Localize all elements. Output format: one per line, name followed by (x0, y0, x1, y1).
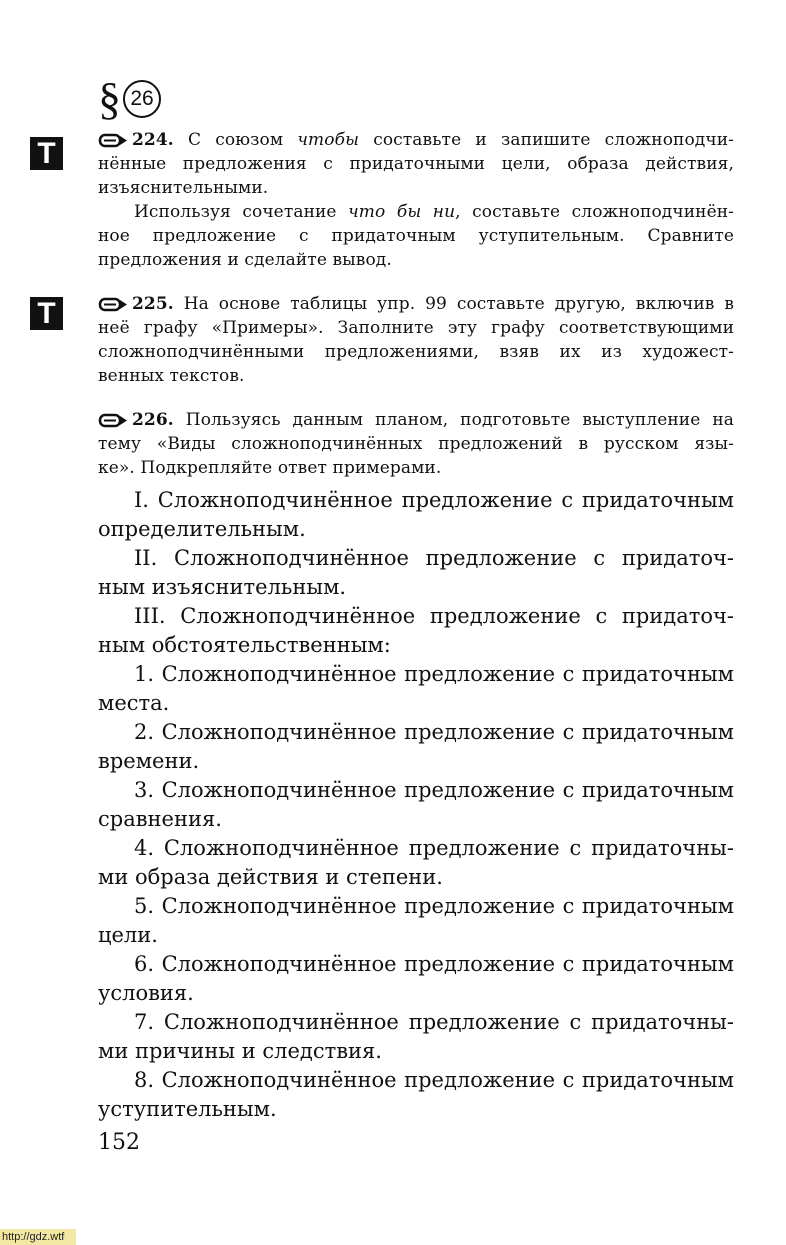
plan-sub-2-cont: времени. (98, 749, 200, 773)
t-marker-225: Т (30, 297, 63, 330)
ex225-line-3: сложноподчинёнными предложениями, взяв их из художест- (98, 342, 734, 362)
plan-sub-2: 2. Сложноподчинённое предложение с придаточным (134, 720, 734, 744)
plan-sub-3-cont: сравнения. (98, 807, 222, 831)
exercise-225 (98, 292, 734, 388)
plan-sub-7-cont: ми причины и следствия. (98, 1039, 382, 1063)
exercise-224 (98, 128, 734, 272)
ex226-number: 226. (132, 410, 174, 430)
section-header (98, 73, 161, 124)
exercise-226 (98, 408, 734, 480)
ex225-line-2: неё графу «Примеры». Заполните эту графу соответствующими (98, 318, 734, 338)
page-number: 152 (98, 1130, 140, 1155)
plan-sub-1: 1. Сложноподчинённое предложение с придаточным (134, 662, 734, 686)
ex224-l4-a: Используя сочетание (134, 202, 349, 222)
plan-sub-6-cont: условия. (98, 981, 194, 1005)
pencil-icon (98, 133, 128, 148)
plan-item-2-cont: ным изъяснительным. (98, 575, 347, 599)
section-sign: § (98, 73, 121, 124)
plan-sub-4-cont: ми образа действия и степени. (98, 865, 443, 889)
ex224-line-4 (98, 200, 734, 224)
ex224-line-1 (98, 128, 734, 152)
plan-sub-5-cont: цели. (98, 923, 158, 947)
ex225-number: 225. (132, 294, 174, 314)
plan-sub-8-cont: уступительным. (98, 1097, 277, 1121)
speech-plan (98, 486, 734, 1124)
plan-item-1-cont: определительным. (98, 517, 306, 541)
ex224-keyword-chto-by-ni: что бы ни (348, 202, 456, 222)
ex225-text: На основе таблицы упр. 99 составьте другую, включив в (173, 294, 734, 314)
ex225-line-4: венных текстов. (98, 366, 245, 386)
plan-sub-4: 4. Сложноподчинённое предложение с придаточны- (134, 836, 734, 860)
pencil-icon (98, 297, 128, 312)
plan-item-2: II. Сложноподчинённое предложение с придаточ- (134, 546, 734, 570)
ex224-keyword-chtoby: чтобы (297, 130, 360, 150)
ex224-number: 224. (132, 130, 174, 150)
ex224-line-3: изъяснительными. (98, 178, 269, 198)
ex226-line-1 (98, 408, 734, 432)
ex224-line-6: предложения и сделайте вывод. (98, 250, 392, 270)
pencil-icon (98, 413, 128, 428)
plan-sub-6: 6. Сложноподчинённое предложение с придаточным (134, 952, 734, 976)
plan-item-3-cont: ным обстоятельственным: (98, 633, 391, 657)
watermark-link[interactable]: http://gdz.wtf (0, 1229, 76, 1245)
ex224-line-2: нённые предложения с придаточными цели, образа действия, (98, 154, 734, 174)
plan-item-1: I. Сложноподчинённое предложение с придаточным (134, 488, 734, 512)
t-marker-224: Т (30, 137, 63, 170)
plan-item-3: III. Сложноподчинённое предложение с придаточ- (134, 604, 734, 628)
plan-sub-3: 3. Сложноподчинённое предложение с придаточным (134, 778, 734, 802)
ex224-line-5: ное предложение с придаточным уступительным. Сравните (98, 226, 734, 246)
ex224-text-c: составьте и запишите сложноподчи- (359, 130, 734, 150)
plan-sub-7: 7. Сложноподчинённое предложение с придаточны- (134, 1010, 734, 1034)
section-number: 26 (123, 80, 161, 118)
ex224-l4-c: , составьте сложноподчинён- (455, 202, 734, 222)
plan-sub-5: 5. Сложноподчинённое предложение с придаточным (134, 894, 734, 918)
plan-sub-8: 8. Сложноподчинённое предложение с придаточным (134, 1068, 734, 1092)
ex224-text-a: С союзом (173, 130, 298, 150)
ex225-line-1 (98, 292, 734, 316)
ex226-line-2: тему «Виды сложноподчинённых предложений в русском язы- (98, 434, 734, 454)
ex226-text: Пользуясь данным планом, подготовьте выступление на (173, 410, 734, 430)
plan-sub-1-cont: места. (98, 691, 170, 715)
ex226-line-3: ке». Подкрепляйте ответ примерами. (98, 458, 442, 478)
